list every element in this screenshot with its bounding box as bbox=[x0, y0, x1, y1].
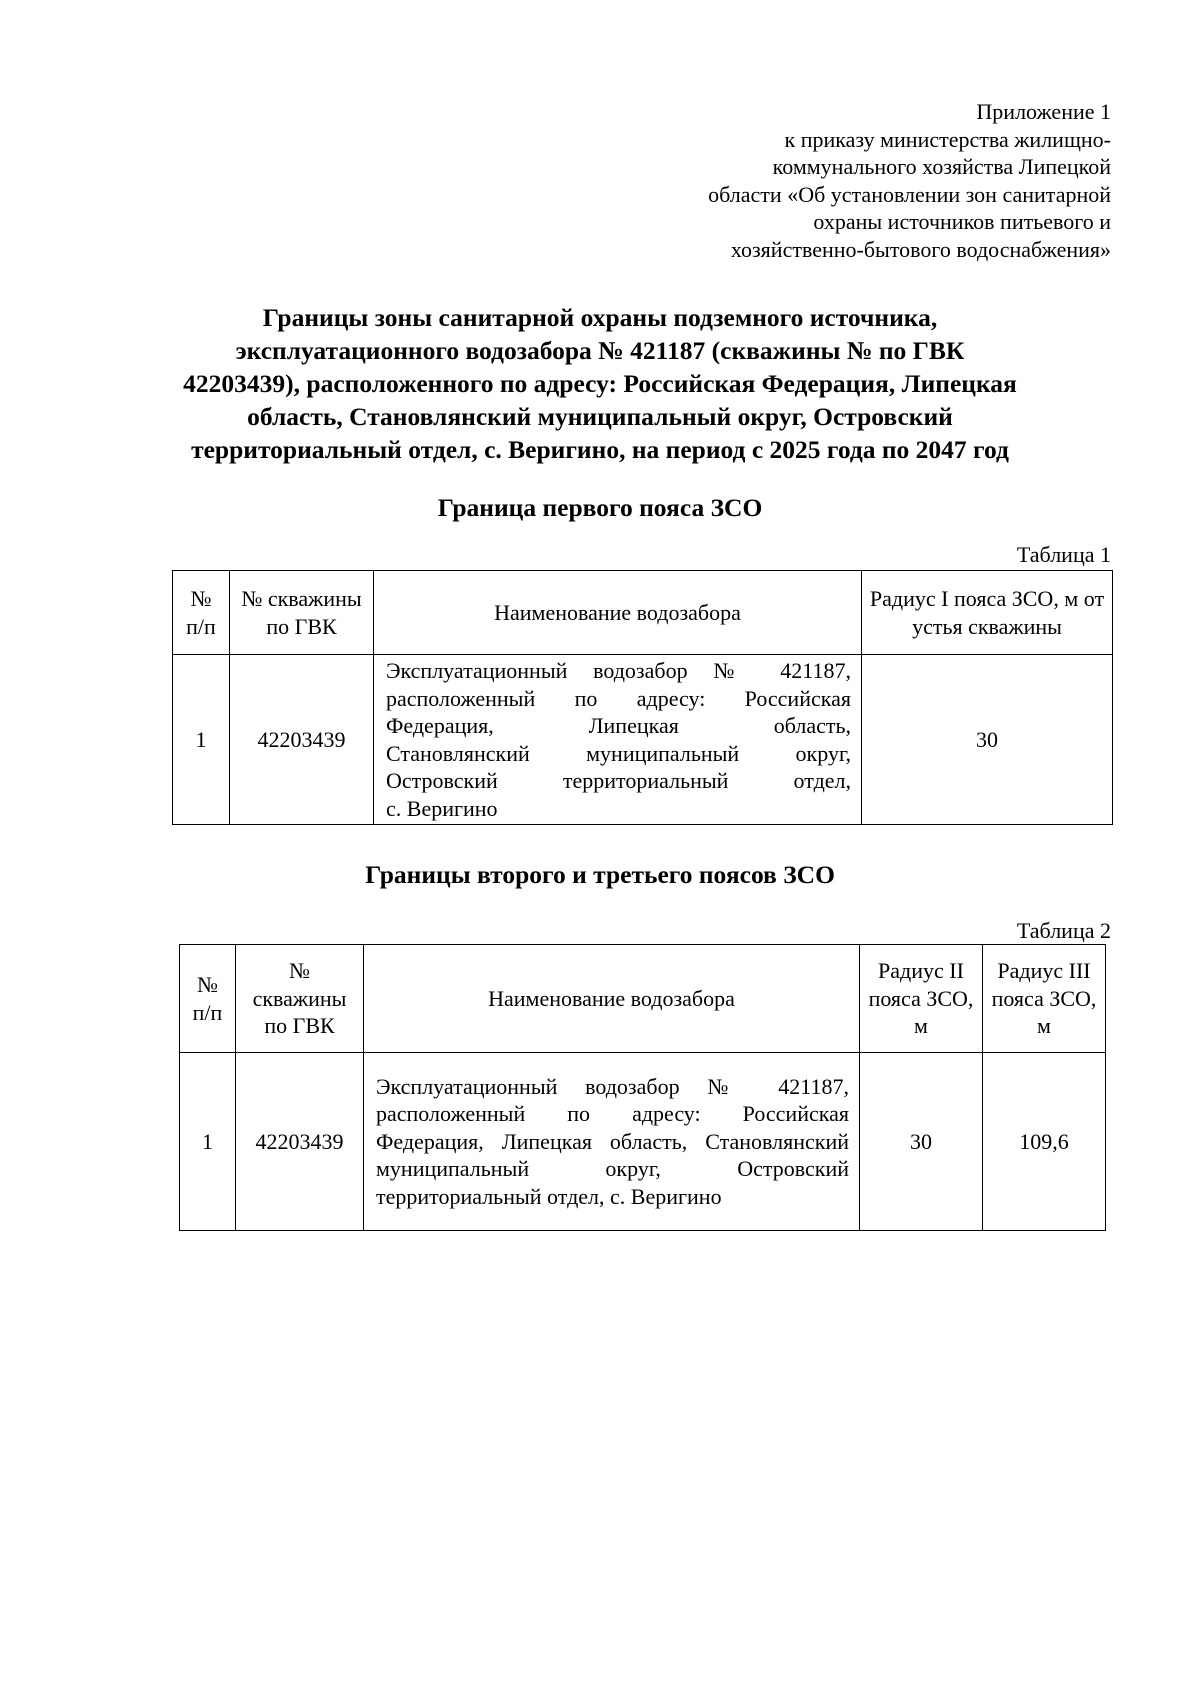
table1 bbox=[172, 570, 1113, 825]
cell-num: 1 bbox=[173, 655, 230, 825]
cell-gvk: 42203439 bbox=[230, 655, 374, 825]
name-line: территориальный отдел, с. Веригино bbox=[376, 1183, 722, 1209]
header-gvk: № скважины по ГВК bbox=[236, 945, 364, 1053]
cell-radius3: 109,6 bbox=[983, 1053, 1106, 1231]
name-line: расположенный по адресу: Российская bbox=[386, 685, 851, 711]
cell-radius2: 30 bbox=[860, 1053, 983, 1231]
header-radius3: Радиус III пояса ЗСО, м bbox=[983, 945, 1106, 1053]
section2-title: Границы второго и третьего поясов ЗСО bbox=[365, 860, 835, 889]
table-row bbox=[180, 1053, 1106, 1231]
name-line: Становлянский муниципальный округ, bbox=[386, 740, 851, 766]
title-line: Границы зоны санитарной охраны подземного источника, bbox=[262, 303, 938, 332]
appendix-note bbox=[708, 98, 1111, 264]
header-num: № п/п bbox=[173, 571, 230, 655]
title-line: территориальный отдел, с. Веригино, на период с 2025 года по 2047 год bbox=[191, 435, 1009, 464]
cell-num: 1 bbox=[180, 1053, 236, 1231]
appendix-line: Приложение 1 bbox=[976, 99, 1111, 124]
document-title bbox=[150, 301, 1050, 466]
name-line: Федерация, Липецкая область, bbox=[386, 713, 851, 738]
table2-header-row bbox=[180, 945, 1106, 1053]
name-line: Островский территориальный отдел, bbox=[386, 768, 851, 793]
name-line: расположенный по адресу: Российская bbox=[376, 1101, 849, 1127]
title-line: эксплуатационного водозабора № 421187 (скважины № по ГВК bbox=[235, 336, 965, 365]
cell-name bbox=[374, 655, 862, 825]
header-radius2: Радиус II пояса ЗСО, м bbox=[860, 945, 983, 1053]
header-num: № п/п bbox=[180, 945, 236, 1053]
name-line: Эксплуатационный водозабор № 421187, bbox=[376, 1073, 849, 1099]
title-line: 42203439), расположенного по адресу: Российская Федерация, Липецкая bbox=[183, 369, 1017, 398]
appendix-line: хозяйственно-бытового водоснабжения» bbox=[730, 236, 1111, 262]
cell-gvk: 42203439 bbox=[236, 1053, 364, 1231]
appendix-line: к приказу министерства жилищно- bbox=[784, 126, 1111, 152]
table1-label: Таблица 1 bbox=[1016, 542, 1111, 567]
appendix-line: области «Об установлении зон санитарной bbox=[708, 181, 1111, 207]
header-name: Наименование водозабора bbox=[364, 945, 860, 1053]
name-line: муниципальный округ, Островский bbox=[376, 1156, 849, 1182]
header-radius1: Радиус I пояса ЗСО, м от устья скважины bbox=[862, 571, 1113, 655]
table-row bbox=[173, 655, 1113, 825]
name-line: Эксплуатационный водозабор № 421187, bbox=[386, 658, 851, 683]
cell-name bbox=[364, 1053, 860, 1231]
appendix-line: охраны источников питьевого и bbox=[813, 209, 1111, 235]
table1-header-row bbox=[173, 571, 1113, 655]
name-line: с. Веригино bbox=[386, 795, 498, 821]
title-line: область, Становлянский муниципальный округ, Островский bbox=[247, 402, 953, 431]
name-line: Федерация, Липецкая область, Становлянский bbox=[376, 1128, 849, 1154]
table2-label: Таблица 2 bbox=[1016, 918, 1111, 943]
cell-radius1: 30 bbox=[862, 655, 1113, 825]
section1-title: Граница первого пояса ЗСО bbox=[437, 493, 763, 522]
header-name: Наименование водозабора bbox=[374, 571, 862, 655]
header-gvk: № скважины по ГВК bbox=[230, 571, 374, 655]
table2 bbox=[179, 944, 1106, 1231]
appendix-line: коммунального хозяйства Липецкой bbox=[772, 154, 1111, 180]
